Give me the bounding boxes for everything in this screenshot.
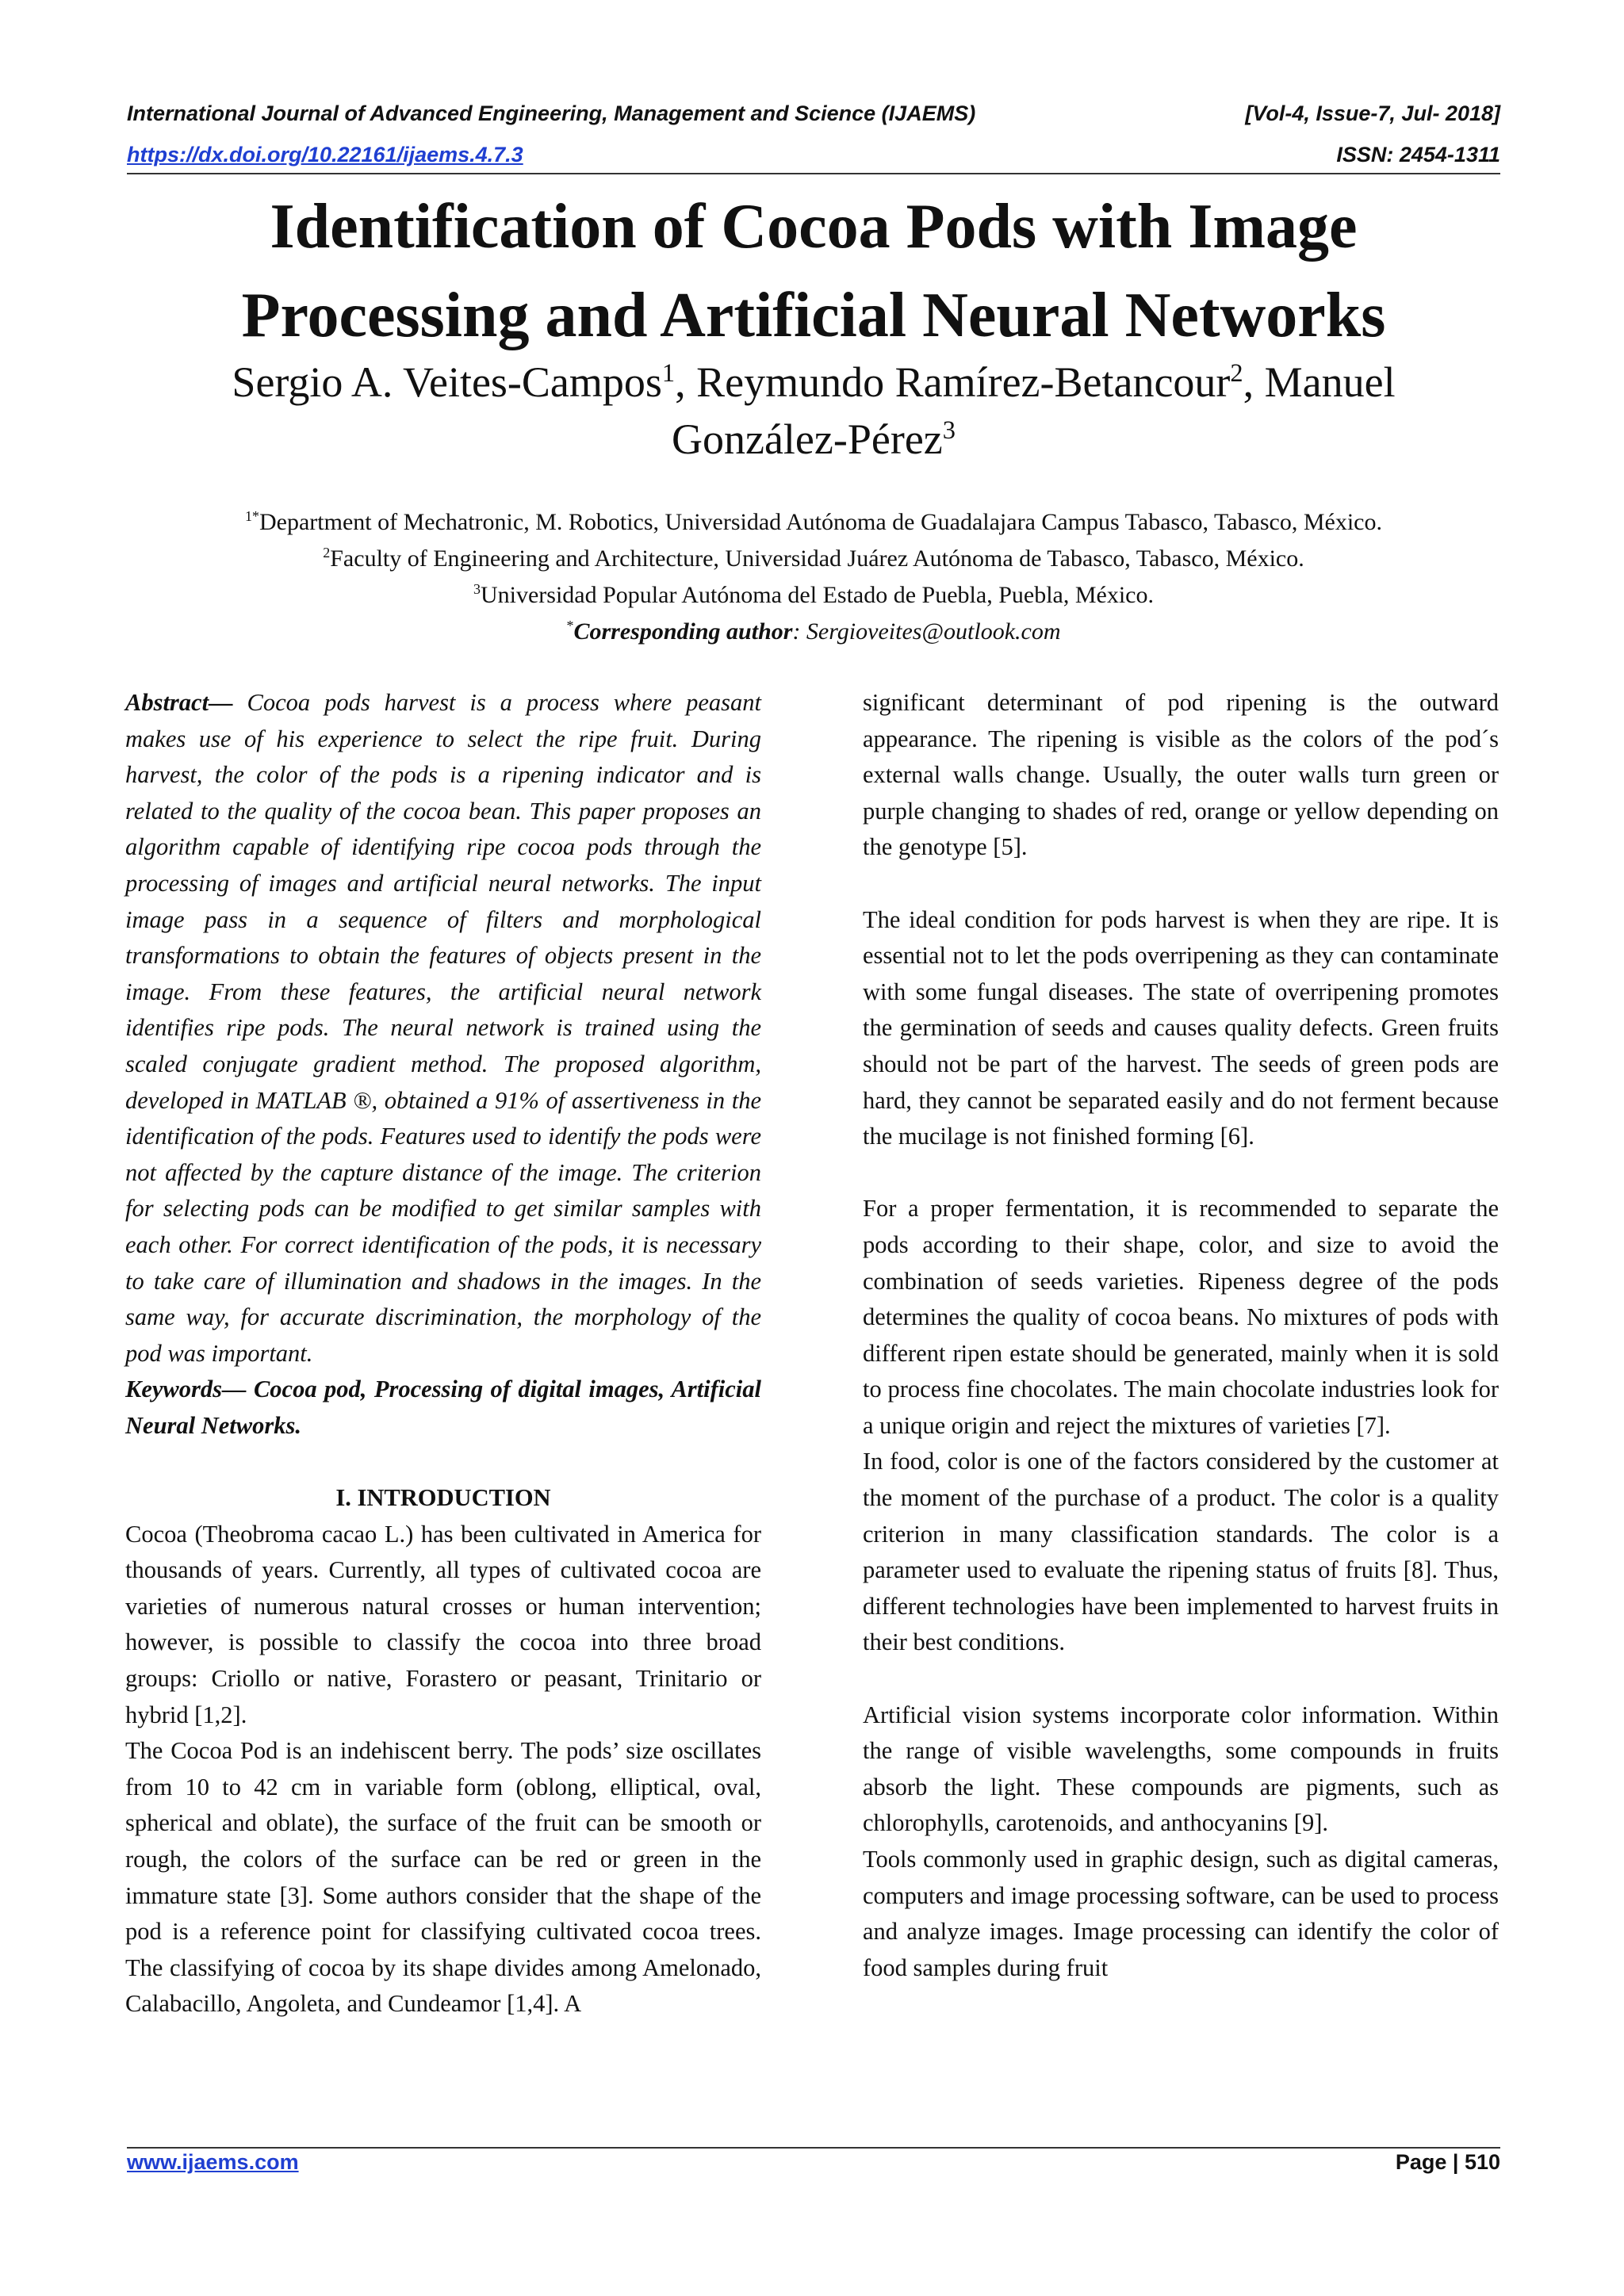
author-2-affil: 2 [1230,359,1243,388]
intro-paragraph-2: The Cocoa Pod is an indehiscent berry. The pods’ size oscillates from 10 to 42 cm in variable form (oblong, elliptical, oval, spherical and oblate), the surface of the fruit can be smooth or rough, the colors of the surface can be red or green in the immature state [3]. Some authors consider that the shape of the pod is a reference point for classifying cultivated cocoa trees. The classifying of cocoa by its shape divides among Amelonado, Calabacillo, Angoleta, and Cundeamor [1,4]. A [125,1737,761,2018]
journal-website-link[interactable]: www.ijaems.com [127,2150,299,2174]
author-3: González-Pérez [672,415,943,463]
right-paragraph-1: significant determinant of pod ripening is the outward appearance. The ripening is visible as the colors of the pod´s external walls change. Usually, the outer walls turn green or purple changing to shades of red, orange or yellow depending on the genotype [5]. [863,689,1499,861]
header-divider [127,173,1500,174]
keywords [125,1372,761,1444]
paper-title [127,182,1500,360]
title-line-2: Processing and Artificial Neural Networks [241,281,1386,350]
author-1-affil: 1 [661,359,676,388]
doi-link[interactable]: https://dx.doi.org/10.22161/ijaems.4.7.3 [127,143,523,166]
corresponding-email: : Sergioveites@outlook.com [792,618,1061,645]
affiliation-3: $^3$Universidad Popular Autónoma del Estado de Puebla, Puebla, México. [473,581,1154,608]
right-paragraph-6: Tools commonly used in graphic design, such as digital cameras, computers and image processing software, can be used to process and analyze images. Image processing can identify the color of food samples during fruit [863,1846,1499,1981]
abstract-text: Cocoa pods harvest is a process where peasant makes use of his experience to select the ripe fruit. During harvest, the color of the pods is a ripening indicator and is related to the quality of the cocoa bean. This paper proposes an algorithm capable of identifying ripe cocoa pods through the processing of images and artificial neural networks. The input image pass in a sequence of filters and morphological transformations to obtain the features of objects present in the image. From these features, the artificial neural network identifies ripe pods. The neural network is trained using the scaled conjugate gradient method. The proposed algorithm, developed in MATLAB ®, obtained a 91% of assertiveness in the identification of the pods. Features used to identify the pods were not affected by the capture distance of the image. The criterion for selecting pods can be modified to get similar samples with each other. For correct identification of the pods, it is necessary to take care of illumination and shadows in the images. In the same way, for accurate discrimination, the morphology of the pod was important. [125,689,761,1367]
keywords-label: Keywords— [125,1376,247,1403]
affiliation-2: $^2$Faculty of Engineering and Architecture, Universidad Juárez Autónoma de Tabasco, Tabasco, México. [323,545,1304,572]
keywords-text: Cocoa pod, Processing of digital images, Artificial Neural Networks. [125,1376,761,1439]
author-list [127,354,1500,468]
author-line-2 [127,411,1500,468]
journal-header [127,101,1500,126]
author-3-affil: 3 [942,416,956,445]
doi-header [127,143,1500,167]
issn: ISSN: 2454-1311 [1336,143,1500,166]
abstract-label: Abstract— [125,689,233,716]
page-number: Page | 510 [1395,2150,1500,2174]
journal-name: International Journal of Advanced Engineering, Management and Science (IJAEMS) [127,101,976,125]
right-column [863,685,1499,1986]
left-column [125,685,761,2022]
affiliations [127,504,1500,650]
title-line-1: Identification of Cocoa Pods with Image [270,192,1358,262]
affiliation-1: $^{1*}$Department of Mechatronic, M. Robotics, Universidad Autónoma de Guadalajara Campus Tabasco, Tabasco, México. [245,508,1382,535]
right-paragraph-5: Artificial vision systems incorporate color information. Within the range of visible wavelengths, some compounds in fruits absorb the light. These compounds are pigments, such as chlorophylls, carotenoids, and anthocyanins [9]. [863,1701,1499,1837]
right-paragraph-3: For a proper fermentation, it is recommended to separate the pods according to their shape, color, and size to avoid the combination of seeds varieties. Ripeness degree of the pods determines the quality of cocoa beans. No mixtures of pods with different ripen estate should be generated, mainly when it is sold to process fine chocolates. The main chocolate industries look for a unique origin and reject the mixtures of varieties [7]. [863,1195,1499,1439]
author-line-1: Sergio A. Veites-Campos$^1$, Reymundo Ramírez-Betancour$^2$, Manuel [232,358,1396,406]
volume-info: [Vol-4, Issue-7, Jul- 2018] [1245,101,1500,125]
intro-paragraph-1: Cocoa (Theobroma cacao L.) has been cultivated in America for thousands of years. Currently, all types of cultivated cocoa are varieties of numerous natural crosses or human intervention; however, is possible to classify the cocoa into three broad groups: Criollo or native, Forastero or peasant, Trinitario or hybrid [1,2]. [125,1520,761,1728]
right-paragraph-4: In food, color is one of the factors considered by the customer at the moment of the purchase of a product. The color is a quality criterion in many classification standards. The color is a parameter used to evaluate the ripening status of fruits [8]. Thus, different technologies have been implemented to harvest fruits in their best conditions. [863,1448,1499,1656]
author-1: Sergio A. Veites-Campos [232,358,662,406]
right-paragraph-2: The ideal condition for pods harvest is when they are ripe. It is essential not to let the pods overripening as they can contaminate with some fungal diseases. The state of overripening promotes the germination of seeds and causes quality defects. Green fruits should not be part of the harvest. The seeds of green pods are hard, they cannot be separated easily and do not ferment because the mucilage is not finished forming [6]. [863,905,1499,1150]
author-2: Reymundo Ramírez-Betancour [696,358,1231,406]
footer-divider [127,2147,1500,2149]
corresponding-author: *Corresponding author: Sergioveites@outlook.com [566,618,1061,645]
abstract [125,685,761,1372]
section-heading-introduction: I. INTRODUCTION [335,1484,551,1512]
